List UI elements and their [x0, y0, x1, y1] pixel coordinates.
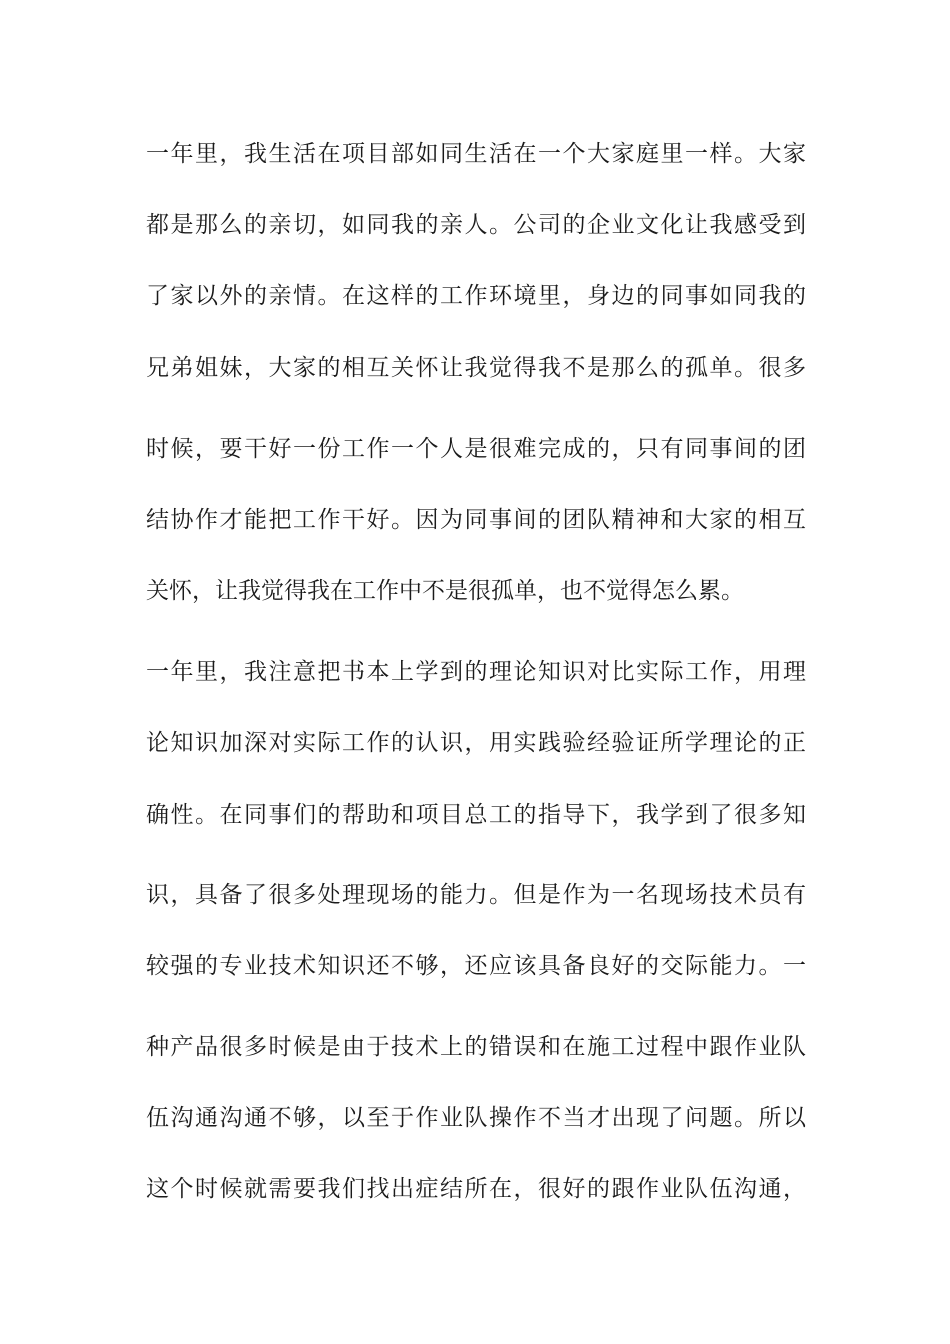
text-line: 了家以外的亲情。在这样的工作环境里，身边的同事如同我的 — [146, 283, 806, 309]
text-line: 识，具备了很多处理现场的能力。但是作为一名现场技术员有 — [146, 882, 806, 908]
text-line: 这个时候就需要我们找出症结所在，很好的跟作业队伍沟通， — [146, 1176, 806, 1202]
text-line: 兄弟姐妹，大家的相互关怀让我觉得我不是那么的孤单。很多 — [146, 355, 806, 381]
text-line: 一年里，我生活在项目部如同生活在一个大家庭里一样。大家 — [146, 141, 806, 167]
text-line: 一年里，我注意把书本上学到的理论知识对比实际工作，用理 — [146, 659, 806, 685]
text-line: 确性。在同事们的帮助和项目总工的指导下，我学到了很多知 — [146, 802, 806, 828]
text-line: 时候，要干好一份工作一个人是很难完成的，只有同事间的团 — [146, 436, 806, 462]
text-line: 论知识加深对实际工作的认识，用实践验经验证所学理论的正 — [146, 730, 806, 756]
text-line: 种产品很多时候是由于技术上的错误和在施工过程中跟作业队 — [146, 1034, 806, 1060]
text-line: 都是那么的亲切，如同我的亲人。公司的企业文化让我感受到 — [146, 212, 806, 238]
text-line: 结协作才能把工作干好。因为同事间的团队精神和大家的相互 — [146, 507, 806, 533]
text-line: 较强的专业技术知识还不够，还应该具备良好的交际能力。一 — [146, 953, 806, 979]
text-line: 伍沟通沟通不够，以至于作业队操作不当才出现了问题。所以 — [146, 1105, 806, 1131]
text-line: 关怀，让我觉得我在工作中不是很孤单，也不觉得怎么累。 — [146, 578, 744, 604]
